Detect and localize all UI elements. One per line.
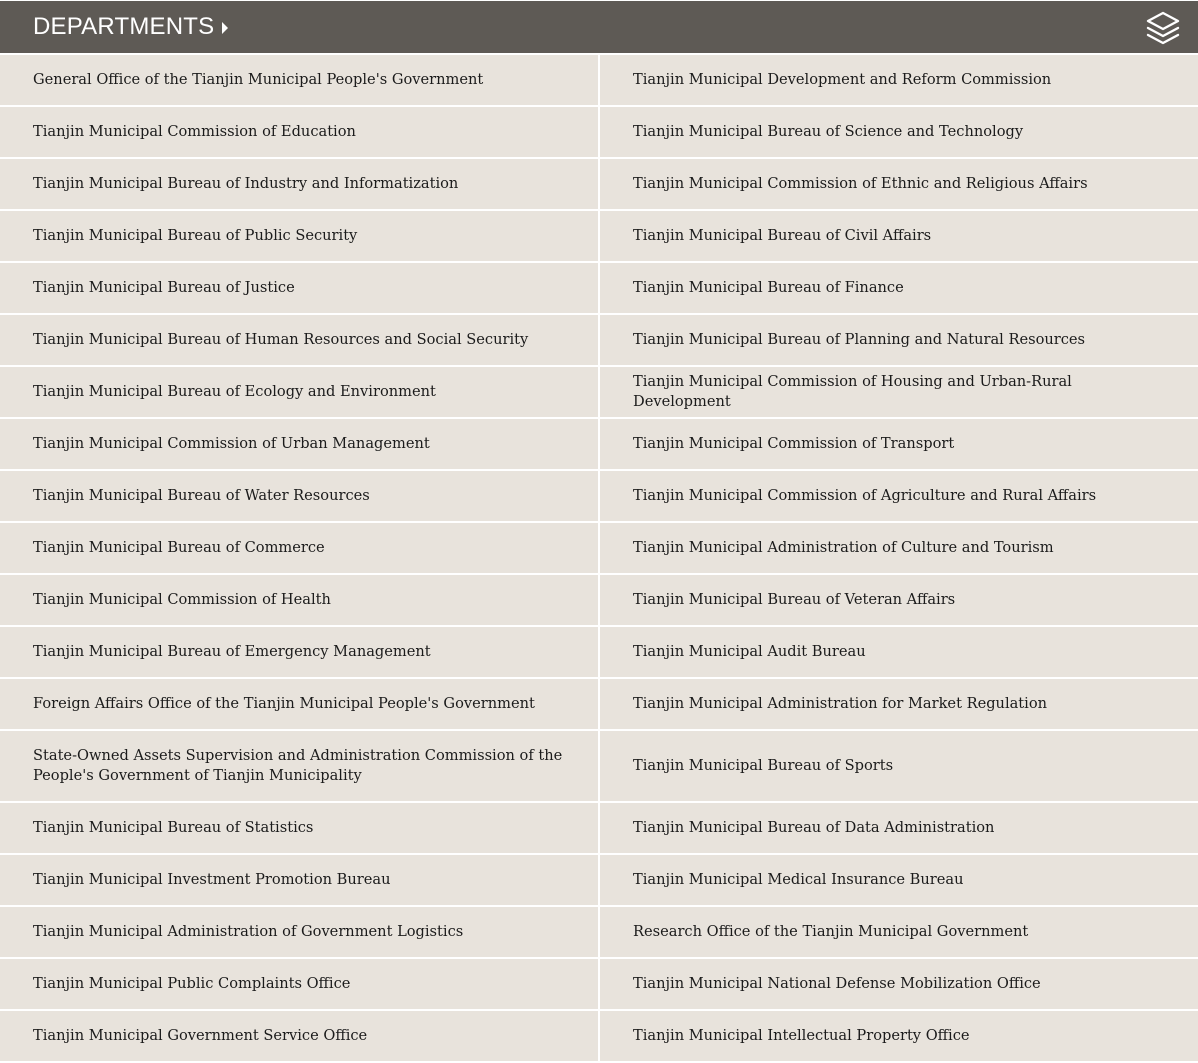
department-name: Tianjin Municipal Intellectual Property Office — [633, 1027, 970, 1044]
department-link[interactable] — [600, 1011, 1198, 1061]
department-name: Tianjin Municipal Bureau of Statistics — [33, 819, 314, 836]
department-name: Tianjin Municipal Administration for Market Regulation — [633, 695, 1048, 712]
department-name: Tianjin Municipal Commission of Ethnic and Religious Affairs — [633, 175, 1088, 192]
department-name: Tianjin Municipal Bureau of Sports — [633, 757, 894, 774]
department-link[interactable] — [600, 855, 1198, 905]
department-name: Tianjin Municipal Bureau of Data Administration — [633, 819, 995, 836]
department-link[interactable] — [600, 107, 1198, 157]
department-row — [0, 107, 1198, 157]
department-row — [0, 959, 1198, 1009]
department-link[interactable] — [600, 959, 1198, 1009]
department-link[interactable] — [600, 263, 1198, 313]
department-row — [0, 315, 1198, 365]
department-row — [0, 211, 1198, 261]
department-name: Research Office of the Tianjin Municipal Government — [633, 923, 1029, 940]
department-row — [0, 1011, 1198, 1061]
department-link[interactable] — [600, 159, 1198, 209]
department-row — [0, 855, 1198, 905]
department-name: State-Owned Assets Supervision and Administration Commission of the People's Government of Tianjin Municipality — [33, 747, 563, 784]
department-link[interactable] — [0, 471, 598, 521]
department-row — [0, 731, 1198, 801]
department-link[interactable] — [600, 523, 1198, 573]
department-row — [0, 907, 1198, 957]
department-link[interactable] — [0, 803, 598, 853]
department-link[interactable] — [0, 315, 598, 365]
department-link[interactable] — [0, 367, 598, 417]
department-link[interactable] — [600, 211, 1198, 261]
department-link[interactable] — [0, 627, 598, 677]
department-link[interactable] — [600, 419, 1198, 469]
departments-title: DEPARTMENTS — [33, 13, 215, 40]
department-name: Tianjin Municipal Public Complaints Office — [33, 975, 351, 992]
departments-title-link[interactable] — [33, 1, 228, 53]
department-row — [0, 575, 1198, 625]
department-row — [0, 419, 1198, 469]
departments-table — [0, 55, 1198, 1061]
department-row — [0, 367, 1198, 417]
department-row — [0, 263, 1198, 313]
department-name: Tianjin Municipal Bureau of Planning and Natural Resources — [633, 331, 1086, 348]
department-link[interactable] — [600, 627, 1198, 677]
department-link[interactable] — [600, 907, 1198, 957]
department-name: Tianjin Municipal Bureau of Justice — [33, 279, 295, 296]
department-name: Tianjin Municipal Development and Reform Commission — [633, 71, 1052, 88]
department-link[interactable] — [0, 907, 598, 957]
department-name: Tianjin Municipal Commission of Urban Management — [33, 435, 430, 452]
department-link[interactable] — [0, 855, 598, 905]
department-name: Tianjin Municipal Bureau of Public Security — [33, 227, 358, 244]
department-name: Tianjin Municipal Bureau of Human Resources and Social Security — [33, 331, 529, 348]
department-name: Foreign Affairs Office of the Tianjin Municipal People's Government — [33, 695, 535, 712]
department-link[interactable] — [600, 55, 1198, 105]
department-name: Tianjin Municipal Bureau of Veteran Affairs — [633, 591, 956, 608]
department-name: Tianjin Municipal Commission of Transport — [633, 435, 955, 452]
department-row — [0, 471, 1198, 521]
department-link[interactable] — [0, 959, 598, 1009]
department-link[interactable] — [600, 315, 1198, 365]
caret-right-icon — [222, 22, 228, 34]
departments-header — [0, 1, 1198, 53]
department-link[interactable] — [0, 731, 598, 801]
department-link[interactable] — [0, 1011, 598, 1061]
department-name: Tianjin Municipal Bureau of Commerce — [33, 539, 325, 556]
department-link[interactable] — [0, 263, 598, 313]
department-name: General Office of the Tianjin Municipal People's Government — [33, 71, 484, 88]
department-name: Tianjin Municipal Commission of Health — [33, 591, 331, 608]
department-link[interactable] — [0, 159, 598, 209]
department-link[interactable] — [0, 679, 598, 729]
department-link[interactable] — [600, 471, 1198, 521]
department-row — [0, 803, 1198, 853]
department-name: Tianjin Municipal Commission of Housing and Urban-Rural Development — [633, 373, 1072, 410]
department-name: Tianjin Municipal Administration of Culture and Tourism — [633, 539, 1054, 556]
department-row — [0, 523, 1198, 573]
department-link[interactable] — [0, 419, 598, 469]
department-link[interactable] — [600, 731, 1198, 801]
department-link[interactable] — [600, 367, 1198, 417]
department-name: Tianjin Municipal Bureau of Water Resources — [33, 487, 370, 504]
department-name: Tianjin Municipal Bureau of Science and Technology — [633, 123, 1024, 140]
layers-icon[interactable] — [1144, 9, 1182, 47]
department-name: Tianjin Municipal Commission of Education — [33, 123, 356, 140]
department-link[interactable] — [0, 575, 598, 625]
department-name: Tianjin Municipal Audit Bureau — [633, 643, 866, 660]
department-link[interactable] — [0, 523, 598, 573]
department-name: Tianjin Municipal Medical Insurance Bureau — [633, 871, 964, 888]
department-name: Tianjin Municipal Bureau of Emergency Management — [33, 643, 431, 660]
department-name: Tianjin Municipal Investment Promotion Bureau — [33, 871, 391, 888]
department-name: Tianjin Municipal Government Service Office — [33, 1027, 368, 1044]
department-row — [0, 55, 1198, 105]
department-link[interactable] — [0, 211, 598, 261]
department-link[interactable] — [600, 803, 1198, 853]
department-name: Tianjin Municipal Bureau of Industry and Informatization — [33, 175, 459, 192]
department-link[interactable] — [0, 107, 598, 157]
department-link[interactable] — [0, 55, 598, 105]
department-link[interactable] — [600, 679, 1198, 729]
department-name: Tianjin Municipal Commission of Agriculture and Rural Affairs — [633, 487, 1097, 504]
department-name: Tianjin Municipal National Defense Mobilization Office — [633, 975, 1041, 992]
department-name: Tianjin Municipal Bureau of Ecology and Environment — [33, 383, 436, 400]
department-name: Tianjin Municipal Administration of Government Logistics — [33, 923, 464, 940]
department-row — [0, 627, 1198, 677]
department-link[interactable] — [600, 575, 1198, 625]
department-row — [0, 679, 1198, 729]
department-name: Tianjin Municipal Bureau of Finance — [633, 279, 904, 296]
department-name: Tianjin Municipal Bureau of Civil Affairs — [633, 227, 932, 244]
department-row — [0, 159, 1198, 209]
